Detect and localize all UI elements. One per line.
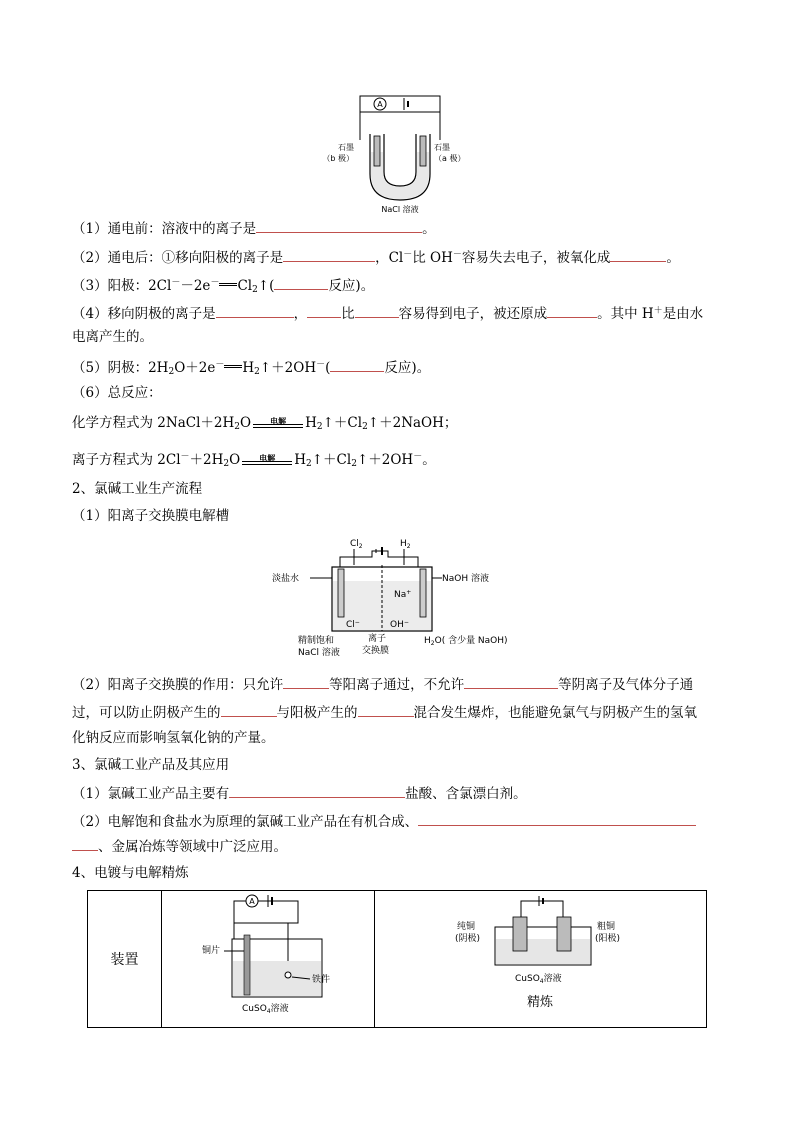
pure-copper-label: 纯铜 (457, 922, 476, 932)
cl-ion-label: Cl− (346, 619, 360, 630)
section-3-1: （1）氯碱工业产品主要有 盐酸、含氯漂白剂。 (72, 783, 527, 803)
answer-blank[interactable] (355, 303, 399, 318)
answer-blank[interactable] (283, 247, 375, 262)
question-5: （5）阴极：$2H_2O+2e^-$ $H_2↑+2OH^-$( 反应)。 (72, 356, 430, 381)
na-ion-label: Na+ (394, 589, 412, 600)
section-3-heading: 3、氯碱工业产品及其应用 (72, 757, 230, 773)
answer-blank[interactable] (221, 702, 277, 717)
answer-blank[interactable] (547, 303, 597, 318)
membrane-label-1: 离子 (368, 634, 387, 644)
right-pole-label: （a 极） (434, 154, 466, 163)
membrane-cell-diagram (272, 535, 522, 661)
answer-blank[interactable] (256, 218, 422, 233)
question-3: （3）阳极：2Cl－－2e－ $Cl_2↑$( 反应)。 (72, 274, 374, 299)
refining-cell (375, 891, 707, 1028)
answer-blank[interactable] (229, 783, 405, 798)
ammeter-label: A (249, 897, 255, 906)
question-4: （4）移向阴极的离子是 ， 比 容易得到电子，被还原成 。其中 H＋是由水 (72, 302, 703, 323)
solution-label: CuSO$_4$溶液 (242, 1004, 289, 1015)
feed-label-1: 精制饱和 (298, 636, 335, 646)
electroplating-diagram (162, 891, 374, 1023)
answer-blank[interactable] (283, 674, 329, 689)
right-electrode-label: 石墨 (434, 143, 450, 152)
water-label: $H_2O$( 含少量 NaOH) (424, 636, 508, 647)
paragraph-2b: 过，可以防止阴极产生的 与阳极产生的 混合发生爆炸，也能避免氯气与阴极产生的氢氧 (72, 702, 697, 722)
crude-copper-label: 粗铜 (597, 922, 616, 932)
refining-caption: 精炼 (526, 995, 554, 1010)
answer-blank[interactable] (216, 303, 294, 318)
left-electrode-label: 石墨 (338, 143, 354, 152)
answer-blank[interactable] (464, 674, 558, 689)
row-label: 装置 (88, 891, 162, 1028)
question-4-cont: 电离产生的。 (72, 329, 153, 345)
cl2-label: $Cl_2$ (350, 539, 363, 550)
paragraph-2a: （2）阳离子交换膜的作用：只允许 等阳离子通过，不允许 等阴离子及气体分子通 (72, 674, 693, 694)
section-3-2-cont: 、金属冶炼等领域中广泛应用。 (72, 836, 287, 856)
cathode-label: 铁件 (312, 975, 331, 985)
solution-label: CuSO$_4$溶液 (515, 974, 562, 985)
anode-label: 铜片 (202, 946, 221, 956)
answer-blank[interactable] (307, 303, 341, 318)
section-2-1: （1）阳离子交换膜电解槽 (72, 508, 230, 524)
section-2-heading: 2、氯碱工业生产流程 (72, 481, 203, 497)
plating-cell (162, 891, 375, 1028)
section-3-2: （2）电解饱和食盐水为原理的氯碱工业产品在有机合成、 (72, 811, 696, 831)
chemical-equation: 化学方程式为 $2NaCl+2H_2O$ 电解 $H_2↑+Cl_2↑+2NaOH$； (72, 415, 458, 432)
answer-blank[interactable] (72, 836, 98, 851)
u-tube-electrolysis-diagram (322, 92, 470, 214)
ionic-equation: 离子方程式为 $2Cl^-+2H_2O$ 电解 $H_2↑+Cl_2↑+2OH^-$。 (72, 452, 436, 469)
pure-copper-pole: (阴极) (455, 934, 481, 944)
refining-diagram (375, 891, 706, 1023)
oh-ion-label: OH− (390, 619, 409, 630)
membrane-label-2: 交换膜 (362, 646, 390, 656)
question-2: （2）通电后：①移向阳极的离子是 ，Cl－比 OH－容易失去电子，被氧化成 。 (72, 246, 680, 267)
answer-blank[interactable] (610, 247, 666, 262)
section-4-heading: 4、电镀与电解精炼 (72, 865, 189, 881)
answer-blank[interactable] (418, 811, 696, 826)
h2-label: $H_2$ (400, 539, 411, 550)
device-table (87, 890, 707, 1028)
ammeter-label: A (377, 100, 383, 109)
question-1: （1）通电前：溶液中的离子是 。 (72, 218, 436, 238)
dilute-brine-label: 淡盐水 (272, 574, 300, 584)
left-pole-label: （b 极） (322, 154, 354, 163)
crude-copper-pole: (阳极) (595, 934, 621, 944)
answer-blank[interactable] (358, 702, 414, 717)
solution-label: NaCl 溶液 (381, 205, 419, 214)
answer-blank[interactable] (274, 275, 328, 290)
answer-blank[interactable] (330, 357, 384, 372)
paragraph-2c: 化钠反应而影响氢氧化钠的产量。 (72, 730, 275, 746)
question-6: （6）总反应： (72, 385, 162, 401)
naoh-label: NaOH 溶液 (442, 574, 489, 584)
feed-label-2: NaCl 溶液 (298, 648, 340, 658)
